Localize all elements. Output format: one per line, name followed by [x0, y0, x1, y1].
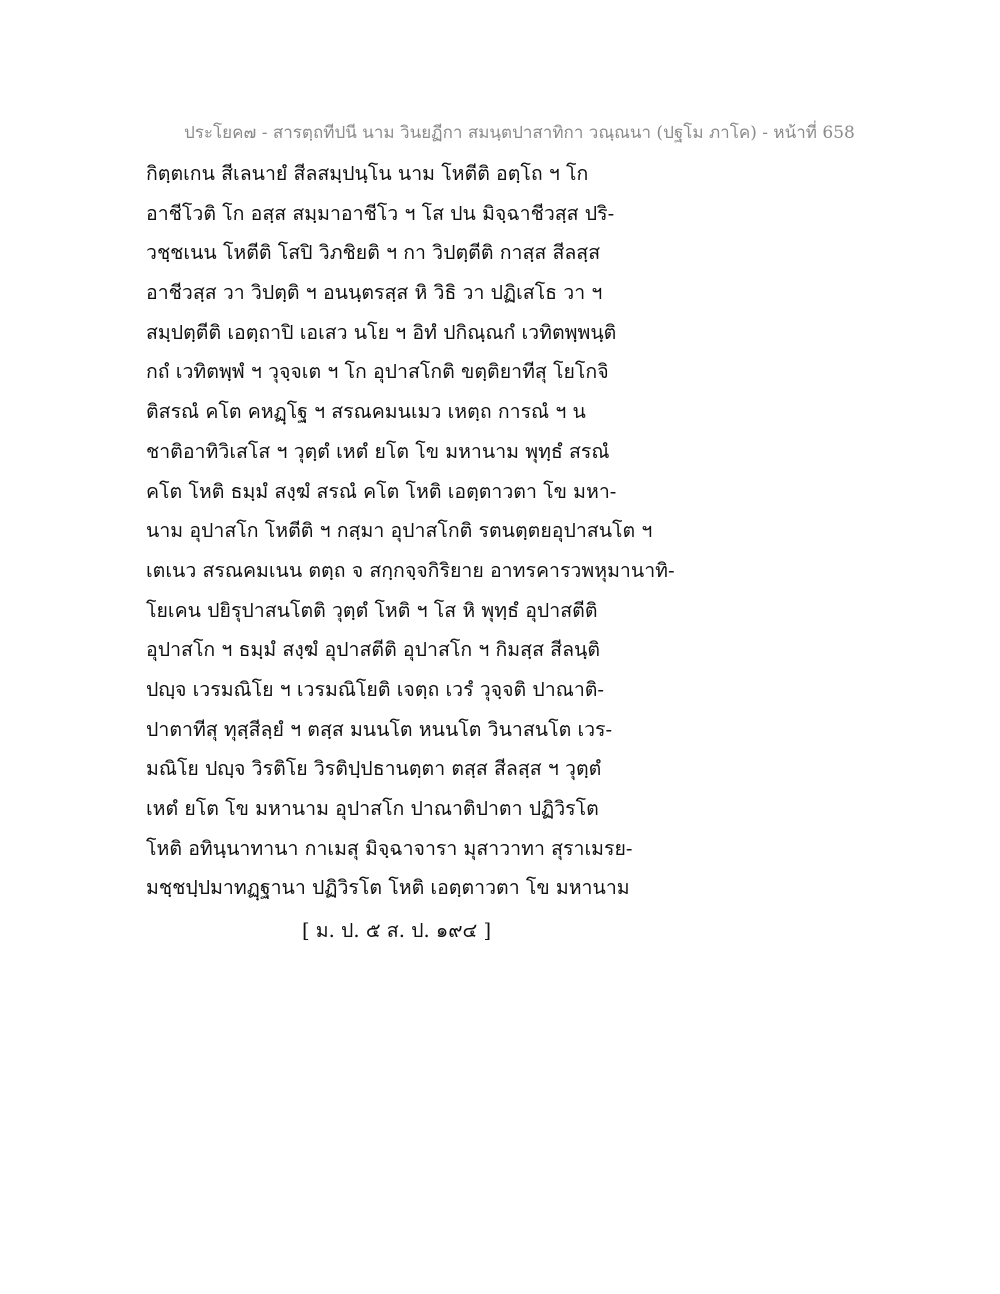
text-line: อาชีโวติ โก อสฺส สมฺมาอาชีโว ฯ โส ปน มิจฺฉาชีวสฺส ปริ-: [146, 201, 615, 225]
text-line: มณิโย ปญฺจ วิรติโย วิรติปฺปธานตฺตา ตสฺส สีลสฺส ฯ วุตฺตํ: [146, 757, 602, 781]
text-line: ปาตาทีสุ ทุสฺสีลฺยํ ฯ ตสฺส มนนโต หนนโต วินาสนโต เวร-: [146, 717, 613, 741]
text-line: อุปาสโก ฯ ธมฺมํ สงฺฆํ อุปาสตีติ อุปาสโก ฯ กิมสฺส สีลนฺติ: [146, 638, 601, 662]
text-line: คโต โหติ ธมฺมํ สงฺฆํ สรณํ คโต โหติ เอตฺตาวตา โข มหา-: [146, 479, 617, 503]
running-header: ประโยค๗ - สารตฺถทีปนี นาม วินยฏีกา สมนฺตปาสาทิกา วณฺณนา (ปฐโม ภาโค) - หน้าที่ 658: [184, 123, 855, 143]
text-line: วชฺชเนน โหตีติ โสปิ วิภชิยติ ฯ กา วิปตฺตีติ กาสฺส สีลสฺส: [146, 241, 601, 265]
text-line: โหติ อทินฺนาทานา กาเมสุ มิจฺฉาจารา มุสาวาทา สุราเมรย-: [146, 836, 633, 860]
citation-reference: [ ม. ป. ๕ ส. ป. ๑๙๔ ]: [302, 919, 492, 942]
text-line: เตเนว สรณคมเนน ตตฺถ จ สกฺกจฺจกิริยาย อาทรคารวพหุมานาทิ-: [146, 558, 675, 582]
text-line: อาชีวสฺส วา วิปตฺติ ฯ อนนฺตรสฺส หิ วิธิ วา ปฏิเสโธ วา ฯ: [146, 281, 603, 305]
text-line: กถํ เวทิตพฺพํ ฯ วุจฺจเต ฯ โก อุปาสโกติ ขตฺติยาทีสุ โยโกจิ: [146, 360, 609, 384]
text-line: ติสรณํ คโต คหฏฺโฐ ฯ สรณคมนเมว เหตฺถ การณํ ฯ น: [146, 400, 586, 424]
text-line: กิตฺตเกน สีเลนายํ สีลสมฺปนฺโน นาม โหตีติ อตฺโถ ฯ โก: [146, 162, 589, 185]
text-line: ปญฺจ เวรมณิโย ฯ เวรมณิโยติ เจตฺถ เวรํ วุจฺจติ ปาณาติ-: [146, 677, 605, 701]
text-line: ชาติอาทิวิเสโส ฯ วุตฺตํ เหตํ ยโต โข มหานาม พุทฺธํ สรณํ: [146, 439, 610, 463]
text-line: เหตํ ยโต โข มหานาม อุปาสโก ปาณาติปาตา ปฏิวิรโต: [146, 797, 599, 820]
text-line: มชฺชปฺปมาทฏฺฐานา ปฏิวิรโต โหติ เอตฺตาวตา โข มหานาม: [146, 876, 630, 900]
text-line: สมฺปตฺตีติ เอตฺถาปิ เอเสว นโย ฯ อิทํ ปกิณฺณกํ เวทิตพฺพนฺติ: [146, 320, 617, 344]
text-line: นาม อุปาสโก โหตีติ ฯ กสฺมา อุปาสโกติ รตนตฺตยอุปาสนโต ฯ: [146, 519, 653, 543]
text-line: โยเคน ปยิรุปาสนโตติ วุตฺตํ โหติ ฯ โส หิ พุทฺธํ อุปาสตีติ: [146, 598, 598, 622]
body-text: [146, 159, 675, 913]
